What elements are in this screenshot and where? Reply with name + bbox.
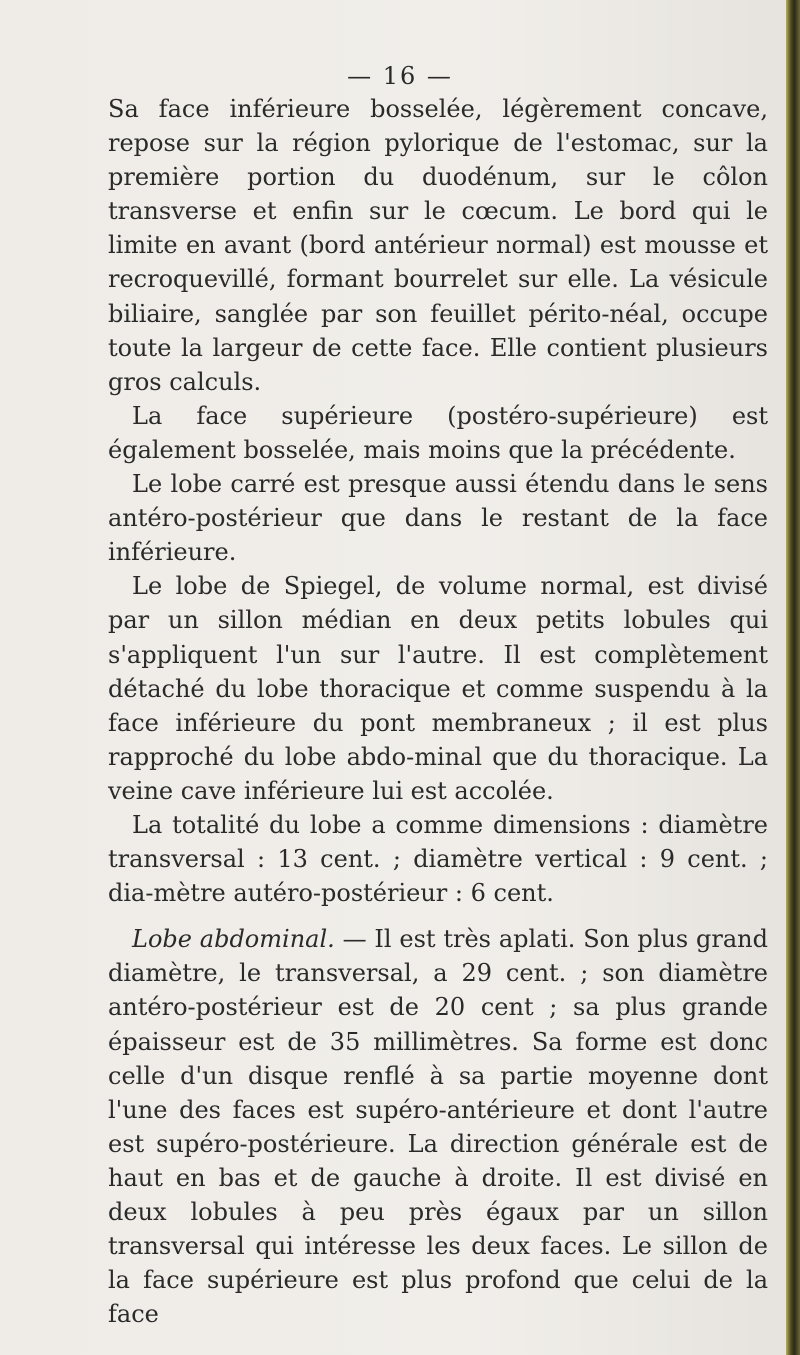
paragraph: Sa face inférieure bosselée, légèrement concave, repose sur la région pylorique de l'estomac, sur la première portion du duodénum, sur le côlon transverse et enfin sur le cœcum. Le bord qui le limite en avant (bord antérieur normal) est mousse et recroquevillé, formant bourrelet sur elle. La vésicule biliaire, sanglée par son feuillet périto-néal, occupe toute la largeur de cette face. Elle contient plusieurs gros calculs. <box>108 95 768 396</box>
body-text <box>108 92 768 1331</box>
section-body: — Il est très aplati. Son plus grand diamètre, le transversal, a 29 cent. ; son diamètre antéro-postérieur est de 20 cent ; sa plus grande épaisseur est de 35 millimètres. Sa forme est donc celle d'un disque renflé à sa partie moyenne dont l'une des faces est supéro-antérieure et dont l'autre est supéro-postérieure. La direction générale est de haut en bas et de gauche à droite. Il est divisé en deux lobules à peu près égaux par un sillon transversal qui intéresse les deux faces. Le sillon de la face supérieure est plus profond que celui de la face <box>108 925 768 1329</box>
paragraph: Le lobe de Spiegel, de volume normal, est divisé par un sillon médian en deux petits lobules qui s'appliquent l'un sur l'autre. Il est complètement détaché du lobe thoracique et comme suspendu à la face inférieure du pont membraneux ; il est plus rapproché du lobe abdo-minal que du thoracique. La veine cave inférieure lui est accolée. <box>108 572 768 805</box>
paragraph: Le lobe carré est presque aussi étendu dans le sens antéro-postérieur que dans le restant de la face inférieure. <box>108 470 768 567</box>
paragraph: La face supérieure (postéro-supérieure) est également bosselée, mais moins que la précédente. <box>108 401 768 464</box>
page-edge-shadow <box>786 0 800 1355</box>
page-number: — 16 — <box>347 62 453 90</box>
section-heading: Lobe abdominal. <box>132 925 335 954</box>
paragraph: La totalité du lobe a comme dimensions : diamètre transversal : 13 cent. ; diamètre vertical : 9 cent. ; dia-mètre autéro-postérieur : 6 cent. <box>108 810 768 908</box>
section-paragraph <box>108 922 768 1331</box>
